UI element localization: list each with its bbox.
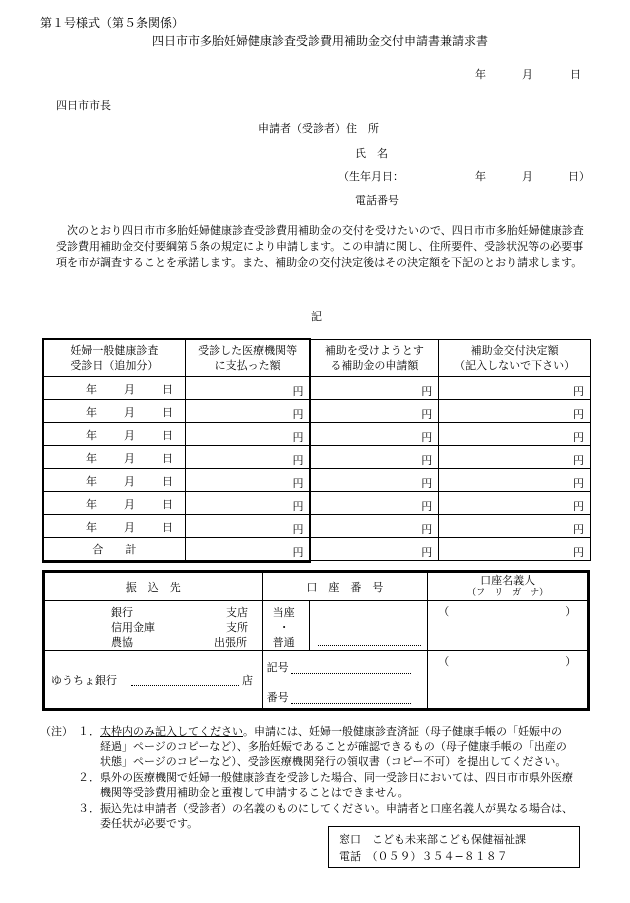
header-transfer: 振 込 先	[45, 573, 263, 601]
form-title: 四日市市多胎妊婦健康診査受診費用補助金交付申請書兼請求書	[152, 34, 489, 48]
table-row	[44, 469, 591, 492]
contact-box	[328, 826, 580, 868]
table-row	[44, 515, 591, 538]
total-paid[interactable]: 円	[185, 538, 310, 561]
note1-line1: 太枠内のみ記入してください。申請には、妊婦一般健康診査済証（母子健康手帳の「妊娠中の	[100, 725, 562, 738]
date-month: 月	[522, 68, 533, 81]
account-type-cell[interactable]: 当座 ・ 普通	[262, 601, 310, 651]
visit-date-cell[interactable]: 年 月 日	[44, 423, 186, 446]
decided-amount-cell: 円	[439, 515, 591, 538]
yucho-account-cell[interactable]: 記号 番号	[262, 651, 428, 709]
decided-amount-cell: 円	[439, 446, 591, 469]
total-row	[44, 538, 591, 561]
decided-amount-cell: 円	[439, 400, 591, 423]
table-row	[44, 400, 591, 423]
name-label: 氏 名	[355, 147, 388, 160]
visit-date-cell[interactable]: 年 月 日	[44, 515, 186, 538]
note1-line2: 経過」ページのコピーなど）、多胎妊娠であることが確認できるもの（母子健康手帳の「出産の	[100, 740, 567, 753]
header-visit-date: 妊婦一般健康診査 受診日（追加分）	[44, 340, 186, 377]
contact-phone: 電話 （０５９）３５４−８１８７	[339, 850, 508, 863]
birth-day: 日）	[568, 170, 590, 183]
expense-table	[43, 339, 591, 561]
note1-line3: 状態」ページのコピーなど）、受診医療機関発行の領収書（コピー不可）を提出してください。	[100, 755, 567, 768]
birth-label: （生年月日：	[338, 170, 404, 183]
paid-amount-cell[interactable]: 円	[185, 446, 310, 469]
visit-date-cell[interactable]: 年 月 日	[44, 446, 186, 469]
bank-cell[interactable]: 銀行 支店 信用金庫 支所 農協 出張所	[45, 601, 263, 651]
visit-date-cell[interactable]: 年 月 日	[44, 377, 186, 400]
account-number-cell[interactable]	[310, 601, 428, 651]
request-amount-cell[interactable]: 円	[310, 469, 439, 492]
table-row	[44, 492, 591, 515]
ki-label: 記	[311, 310, 322, 323]
total-request[interactable]: 円	[310, 538, 439, 561]
header-decided-amount: 補助金交付決定額 （記入しないで下さい）	[439, 340, 591, 377]
request-amount-cell[interactable]: 円	[310, 446, 439, 469]
header-holder: 口座名義人 （フ リ ガ ナ）	[428, 573, 588, 601]
note2-num: ２．	[78, 771, 100, 784]
request-amount-cell[interactable]: 円	[310, 515, 439, 538]
note3-num: ３．	[78, 802, 100, 815]
date-year: 年	[475, 68, 486, 81]
bank-table	[44, 572, 588, 709]
address-label: 申請者（受診者）住 所	[258, 122, 379, 135]
paid-amount-cell[interactable]: 円	[185, 515, 310, 538]
paid-amount-cell[interactable]: 円	[185, 377, 310, 400]
birth-year: 年	[475, 170, 486, 183]
note2-line2: 機関等受診費用補助金と重複して申請することはできません。	[100, 786, 409, 799]
decided-amount-cell: 円	[439, 377, 591, 400]
contact-office: 窓口 こども未来部こども保健福祉課	[339, 833, 526, 846]
decided-amount-cell: 円	[439, 469, 591, 492]
notes-prefix: （注）	[40, 725, 73, 738]
header-account: 口 座 番 号	[262, 573, 428, 601]
request-amount-cell[interactable]: 円	[310, 492, 439, 515]
note2-line1: 県外の医療機関で妊婦一般健康診査を受診した場合、同一受診日においては、四日市市県外医療	[100, 771, 573, 784]
paid-amount-cell[interactable]: 円	[185, 423, 310, 446]
holder-cell-1[interactable]: （ ）	[428, 601, 588, 651]
paid-amount-cell[interactable]: 円	[185, 469, 310, 492]
visit-date-cell[interactable]: 年 月 日	[44, 469, 186, 492]
total-label: 合 計	[44, 538, 186, 561]
header-request-amount: 補助を受けようとす る補助金の申請額	[310, 340, 439, 377]
note3-line2: 委任状が必要です。	[100, 817, 199, 830]
date-day: 日	[570, 68, 581, 81]
birth-month: 月	[522, 170, 533, 183]
visit-date-cell[interactable]: 年 月 日	[44, 492, 186, 515]
holder-cell-2[interactable]: （ ）	[428, 651, 588, 709]
decided-amount-cell: 円	[439, 423, 591, 446]
note3-line1: 振込先は申請者（受診者）の名義のものにしてください。申請者と口座名義人が異なる場合は、	[100, 802, 573, 815]
decided-amount-cell: 円	[439, 492, 591, 515]
request-amount-cell[interactable]: 円	[310, 400, 439, 423]
paid-amount-cell[interactable]: 円	[185, 400, 310, 423]
total-decided: 円	[439, 538, 591, 561]
phone-label: 電話番号	[355, 194, 399, 207]
table-row	[44, 377, 591, 400]
table-row	[44, 446, 591, 469]
body-text: 次のとおり四日市市多胎妊婦健康診査受診費用補助金の交付を受けたいので、四日市市多胎妊婦健康診査受診費用補助金交付要綱第５条の規定により申請します。この申請に関し、住所要件、受診状況等の必要事項を市が調査することを承諾します。また、補助金の交付決定後はその決定額を下記のとおり請求します。	[56, 224, 584, 269]
request-amount-cell[interactable]: 円	[310, 377, 439, 400]
form-number: 第１号様式（第５条関係）	[40, 16, 185, 30]
paid-amount-cell[interactable]: 円	[185, 492, 310, 515]
yucho-cell[interactable]: ゆうちょ銀行 店	[45, 651, 263, 709]
header-paid-amount: 受診した医療機関等 に支払った額	[185, 340, 310, 377]
table-row	[44, 423, 591, 446]
note1-num: １．	[78, 725, 100, 738]
visit-date-cell[interactable]: 年 月 日	[44, 400, 186, 423]
request-amount-cell[interactable]: 円	[310, 423, 439, 446]
addressee: 四日市市長	[56, 99, 111, 112]
